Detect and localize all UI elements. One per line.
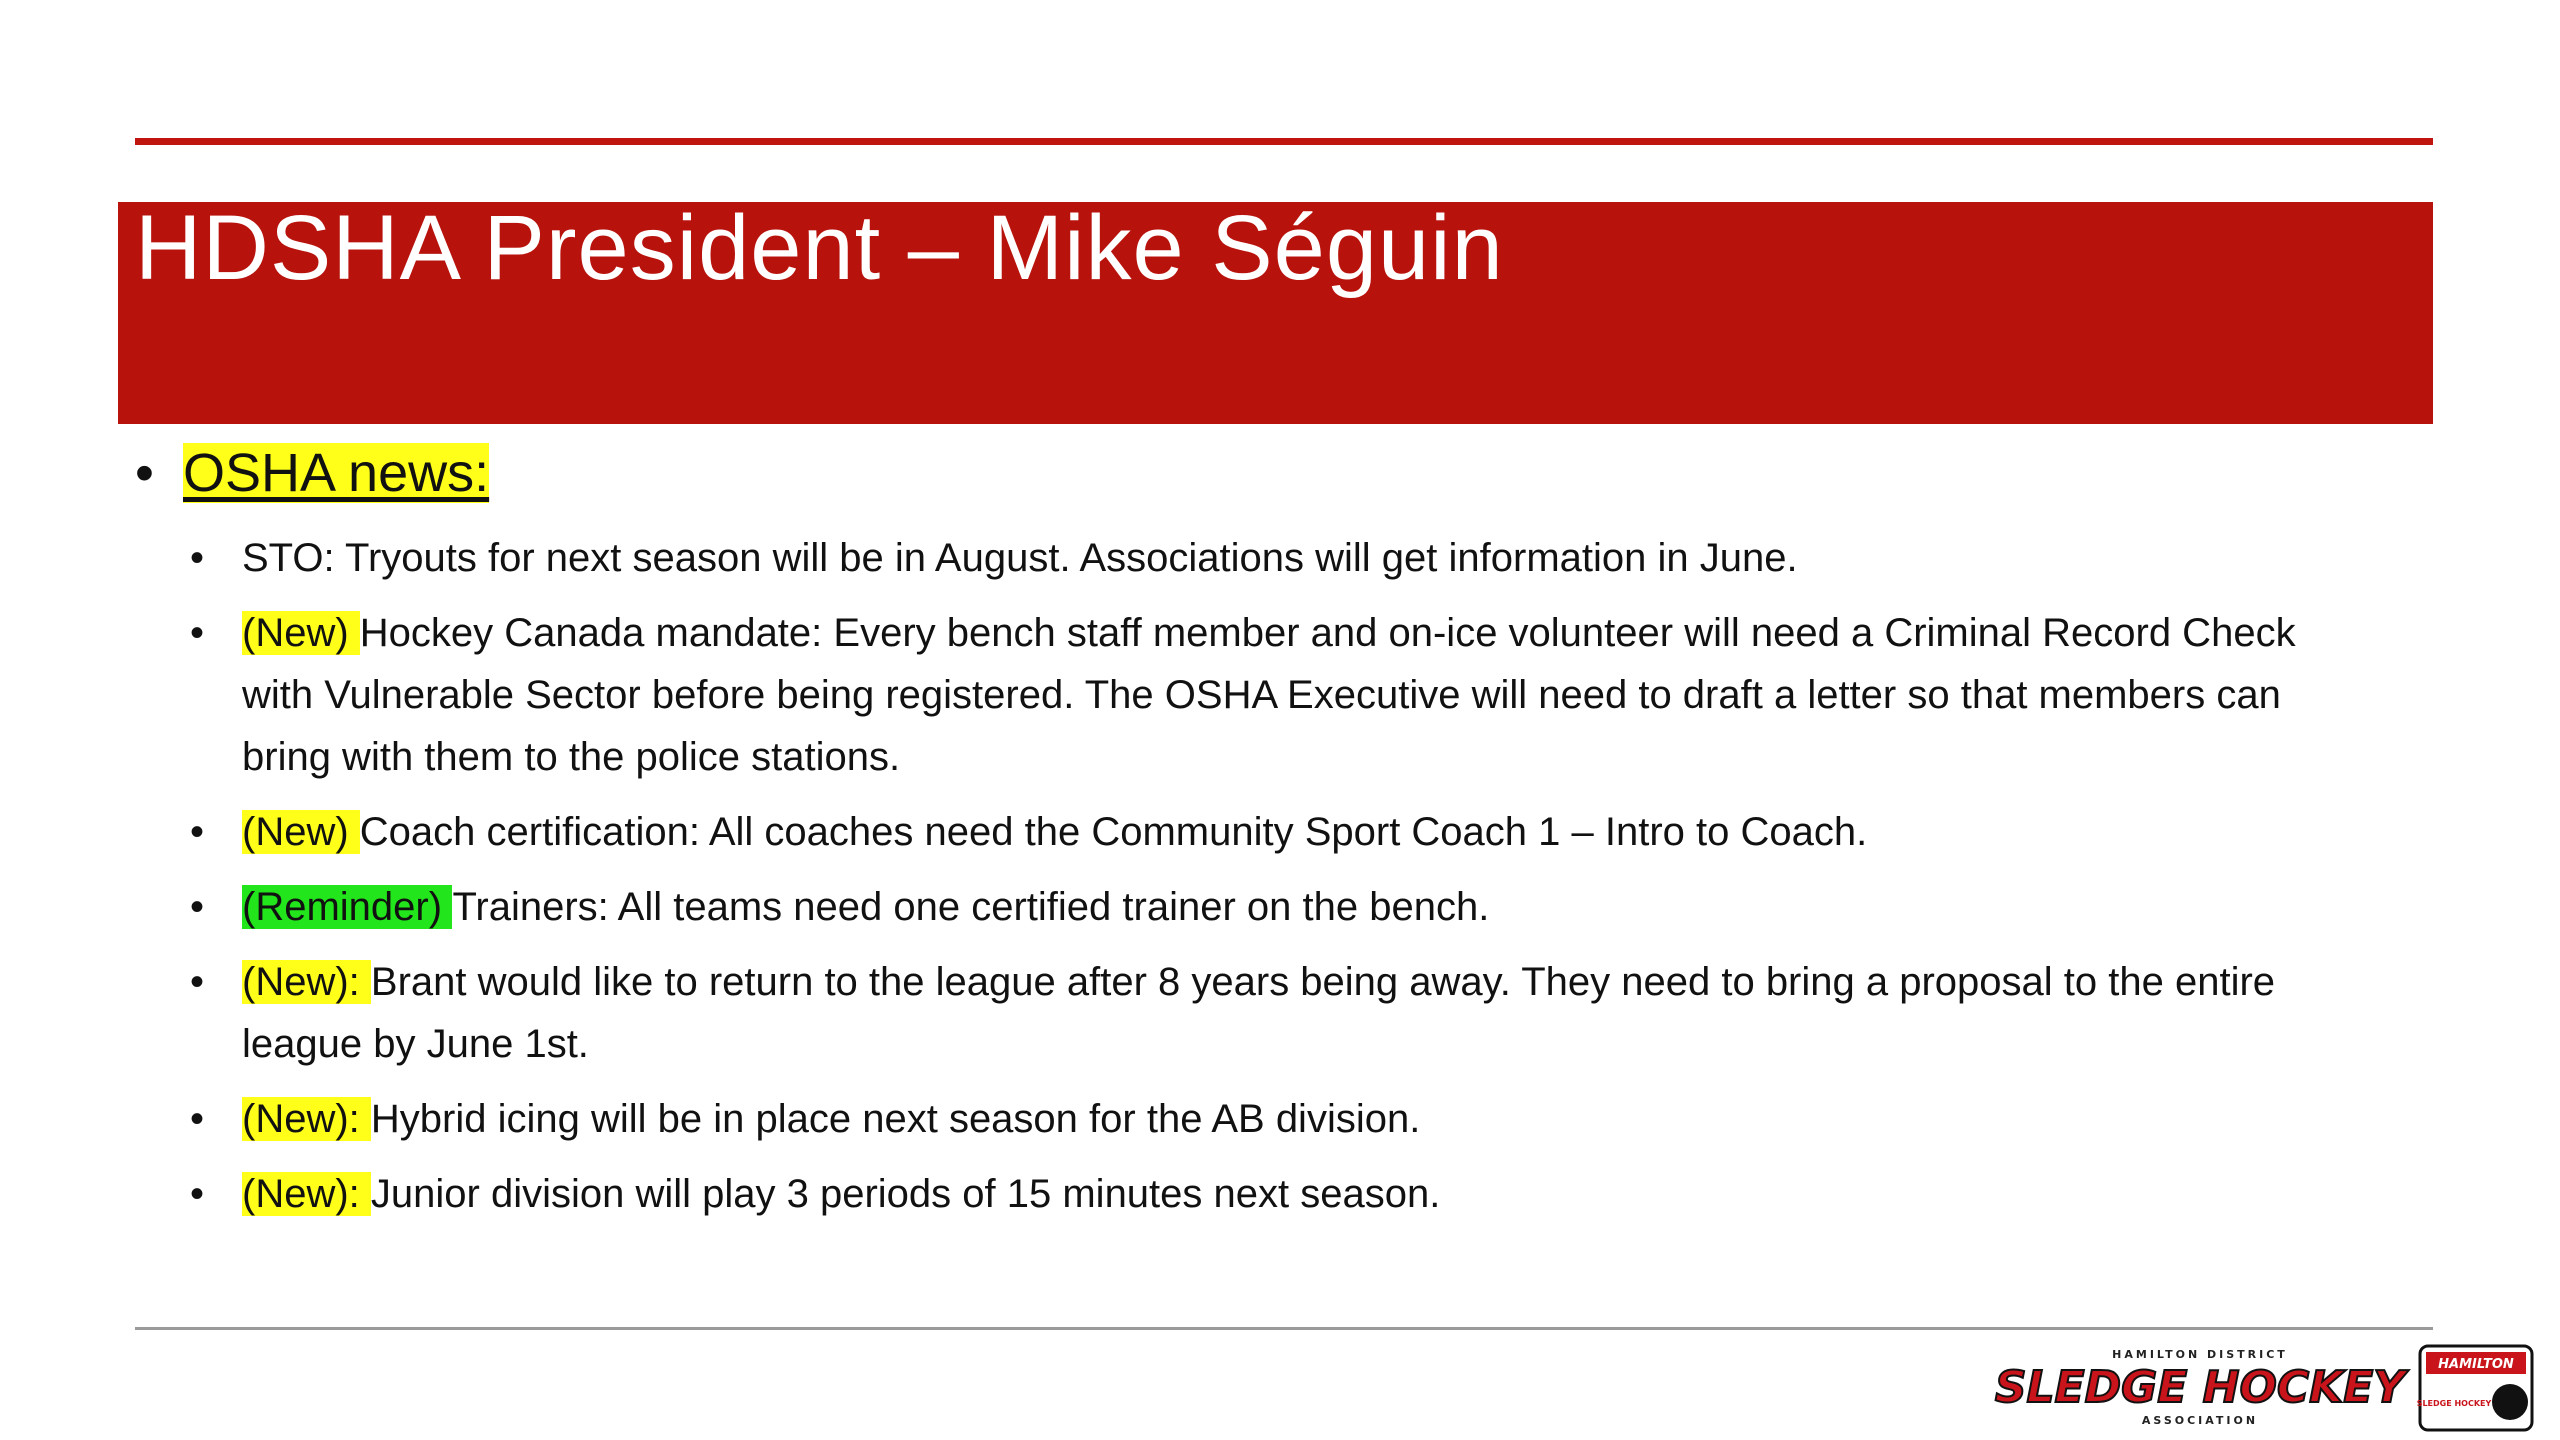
item-tag: (New) <box>242 810 360 854</box>
item-text: Hockey Canada mandate: Every bench staff member and on-ice volunteer will need a Criminal Record Check with Vulnerable Sector before being registered. The OSHA Executive will need to draft a letter so that members can bring with them to the police stations. <box>242 611 2296 779</box>
item-tag: (New): <box>242 1097 371 1141</box>
list-item <box>190 801 2340 863</box>
bullet-marker: • <box>190 536 205 580</box>
sledge-hockey-logo <box>1994 1340 2540 1436</box>
list-item <box>190 527 2340 589</box>
bottom-divider <box>135 1327 2433 1330</box>
bullet-marker: • <box>190 960 205 1004</box>
list-item <box>190 876 2340 938</box>
bullet-marker: • <box>190 810 205 854</box>
item-tag: (New): <box>242 960 371 1004</box>
bullet-marker: • <box>190 611 205 655</box>
item-tag: (New): <box>242 1172 371 1216</box>
top-divider <box>135 138 2433 145</box>
item-text: Trainers: All teams need one certified trainer on the bench. <box>452 885 1490 929</box>
main-bullet <box>135 442 489 504</box>
logo-main-text: SLEDGE HOCKEY <box>1994 1362 2406 1413</box>
list-item <box>190 951 2340 1075</box>
bullet-marker: • <box>190 885 205 929</box>
item-text: STO: Tryouts for next season will be in August. Associations will get information in June. <box>242 536 1798 580</box>
logo-bottom-text: ASSOCIATION <box>2141 1414 2259 1427</box>
bullet-marker: • <box>190 1097 205 1141</box>
bullet-marker: • <box>135 443 154 503</box>
badge-top-text: HAMILTON <box>2438 1357 2514 1372</box>
list-item <box>190 1088 2340 1150</box>
item-text: Coach certification: All coaches need the Community Sport Coach 1 – Intro to Coach. <box>359 810 1868 854</box>
item-tag: (Reminder) <box>242 885 453 929</box>
slide-title: HDSHA President – Mike Séguin <box>135 197 1504 299</box>
item-text: Brant would like to return to the league after 8 years being away. They need to bring a proposal to the entire league by June 1st. <box>242 960 2276 1066</box>
badge-bottom-text: SLEDGE HOCKEY <box>2416 1399 2492 1408</box>
logo-top-text: HAMILTON DISTRICT <box>2112 1348 2288 1361</box>
item-text: Junior division will play 3 periods of 15 minutes next season. <box>370 1172 1441 1216</box>
item-tag: (New) <box>242 611 360 655</box>
news-list <box>190 527 2340 1238</box>
list-item <box>190 602 2340 788</box>
list-item <box>190 1163 2340 1225</box>
item-text: Hybrid icing will be in place next season for the AB division. <box>370 1097 1421 1141</box>
bullet-marker: • <box>190 1172 205 1216</box>
section-heading: OSHA news: <box>183 443 490 503</box>
logo-badge <box>2417 1346 2532 1430</box>
